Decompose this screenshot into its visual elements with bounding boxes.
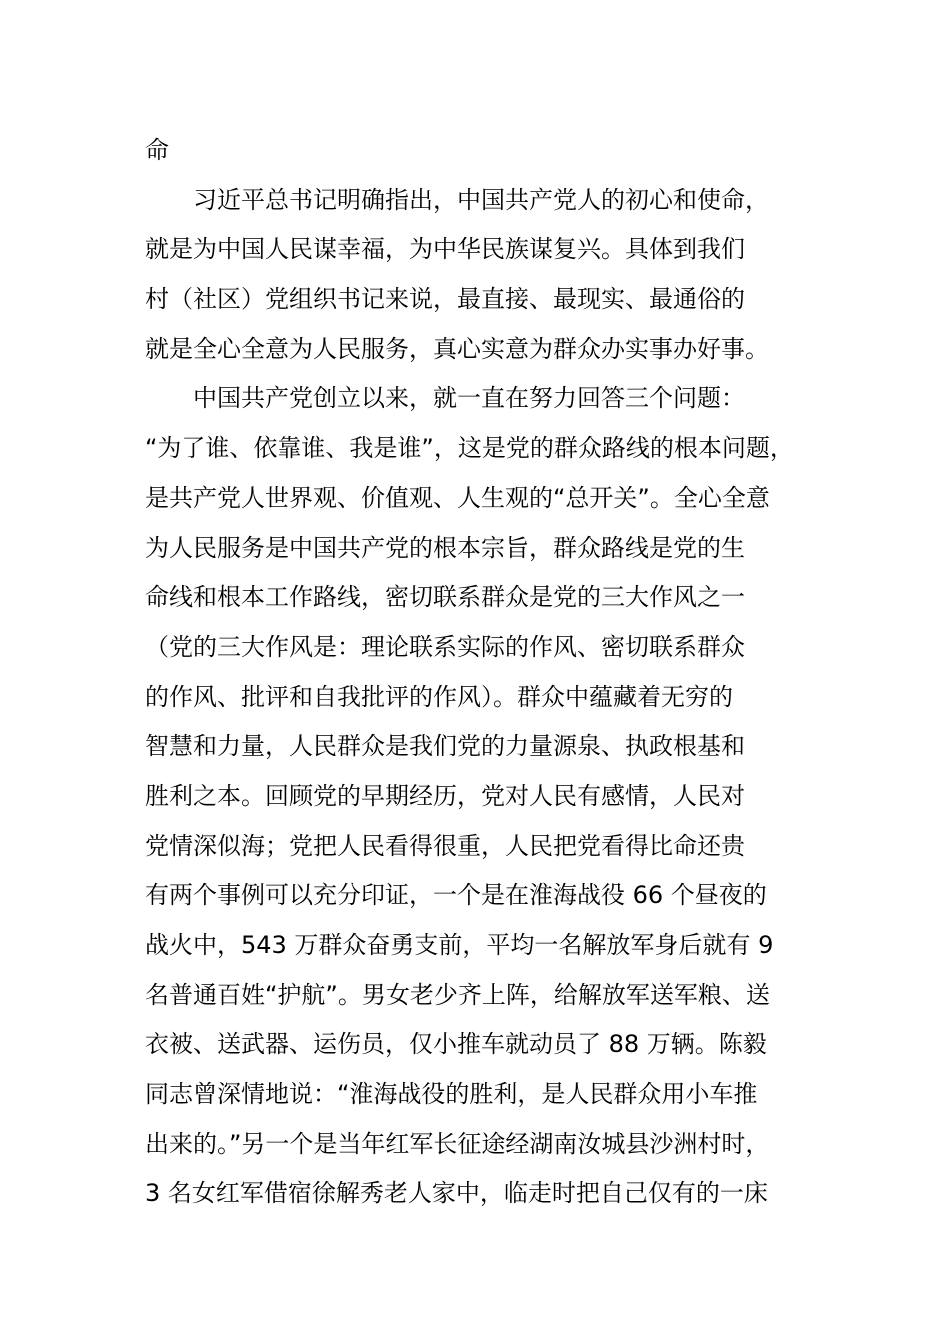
text-line: 村（社区）党组织书记来说，最直接、最现实、最通俗的 — [145, 285, 745, 314]
paragraph-start-line: 中国共产党创立以来，就一直在努力回答三个问题： — [193, 384, 745, 413]
text-line: 命 — [145, 136, 169, 164]
text-line: 党情深似海；党把人民看得很重，人民把党看得比命还贵 — [145, 831, 745, 860]
text-line: 出来的。”另一个是当年红军长征途经湖南汝城县沙洲村时， — [145, 1129, 770, 1158]
text-line: 就是为中国人民谋幸福，为中华民族谋复兴。具体到我们 — [145, 235, 745, 264]
text-line: 智慧和力量，人民群众是我们党的力量源泉、执政根基和 — [145, 732, 745, 761]
text-line: 胜利之本。回顾党的早期经历，党对人民有感情，人民对 — [145, 781, 745, 810]
text-line: 有两个事例可以充分印证，一个是在淮海战役 66 个昼夜的 — [145, 881, 767, 910]
paragraph-start-line: 习近平总书记明确指出，中国共产党人的初心和使命， — [193, 185, 769, 214]
text-line: 就是全心全意为人民服务，真心实意为群众办实事办好事。 — [145, 334, 769, 363]
text-line: 3 名女红军借宿徐解秀老人家中，临走时把自己仅有的一床 — [145, 1179, 768, 1208]
text-line: （党的三大作风是：理论联系实际的作风、密切联系群众 — [145, 632, 745, 661]
body-text — [145, 126, 835, 1219]
text-line: 命线和根本工作路线，密切联系群众是党的三大作风之一 — [145, 583, 745, 612]
text-line: 衣被、送武器、运伤员，仅小推车就动员了 88 万辆。陈毅 — [145, 1030, 767, 1059]
text-line: 为人民服务是中国共产党的根本宗旨，群众路线是党的生 — [145, 533, 745, 562]
text-line: 战火中，543 万群众奋勇支前，平均一名解放军身后就有 9 — [145, 931, 774, 959]
text-line: 的作风、批评和自我批评的作风）。群众中蕴藏着无穷的 — [145, 682, 733, 711]
text-line: “为了谁、依靠谁、我是谁”，这是党的群众路线的根本问题， — [145, 434, 794, 463]
text-line: 是共产党人世界观、价值观、人生观的“总开关”。全心全意 — [145, 483, 770, 512]
text-line: 同志曾深情地说：“淮海战役的胜利，是人民群众用小车推 — [145, 1080, 758, 1109]
text-line: 名普通百姓“护航”。男女老少齐上阵，给解放军送军粮、送 — [145, 980, 770, 1009]
